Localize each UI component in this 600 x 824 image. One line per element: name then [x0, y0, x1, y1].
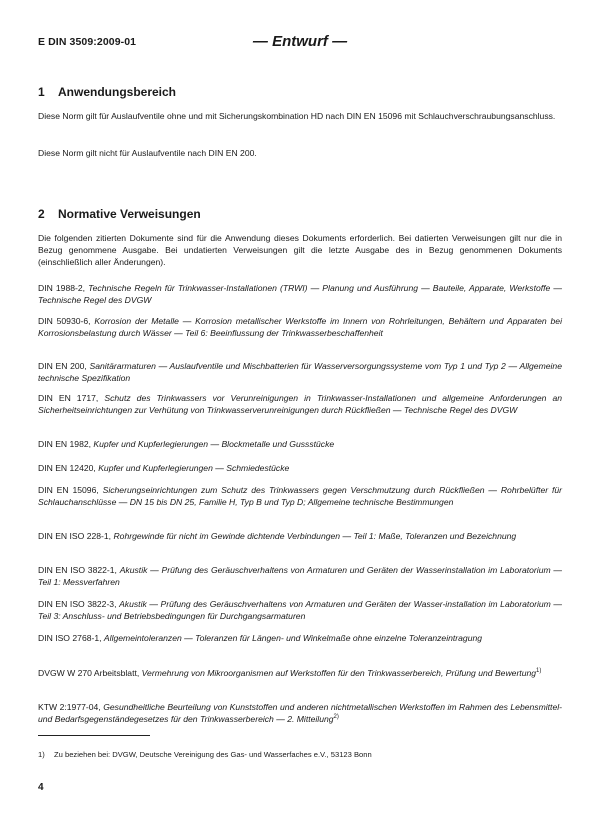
section-title: Normative Verweisungen [58, 207, 201, 221]
reference-title: Gesundheitliche Beurteilung von Kunststoffen und anderen nichtmetallischen Werkstoffen im Rahmen des Lebensmittel- und Bedarfsgegenständegesetzes für den Trinkwasserbereich — 2. Mitteilung [38, 702, 562, 725]
reference-entry [38, 667, 562, 679]
reference-title: Allgemeintoleranzen — Toleranzen für Längen- und Winkelmaße ohne einzelne Toleranzeintragung [103, 633, 483, 643]
reference-id: DIN ISO 2768-1, [38, 633, 104, 643]
reference-entry [38, 360, 562, 384]
reference-title: Sanitärarmaturen — Auslaufventile und Mischbatterien für Wasserversorgungssysteme vom Typ 1 und Typ 2 — Allgemeine technische Spezifikation [38, 361, 562, 384]
footnote [38, 750, 372, 760]
reference-id: DIN EN 15096, [38, 485, 103, 495]
reference-title: Vermehrung von Mikroorganismen auf Werkstoffen für den Trinkwasserbereich, Prüfung und Bewertung [141, 668, 537, 678]
reference-entry [38, 564, 562, 588]
reference-id: DIN EN 200, [38, 361, 90, 371]
reference-entry [38, 462, 562, 474]
reference-id: DIN 1988-2, [38, 283, 89, 293]
footnote-text: Zu beziehen bei: DVGW, Deutsche Vereinigung des Gas- und Wasserfaches e.V., 53123 Bonn [54, 750, 372, 759]
reference-title: Kupfer und Kupferlegierungen — Blockmetalle und Gussstücke [93, 439, 335, 449]
reference-entry [38, 484, 562, 508]
section-1-paragraph-2: Diese Norm gilt nicht für Auslaufventile nach DIN EN 200. [38, 148, 257, 158]
reference-id: KTW 2:1977-04, [38, 702, 104, 712]
reference-entry [38, 315, 562, 339]
section-number: 2 [38, 207, 45, 221]
section-2-intro: Die folgenden zitierten Dokumente sind für die Anwendung dieses Dokuments erforderlich. Bei datierten Verweisungen gilt nur die in Bezug genommene Ausgabe. Bei undatierten Verweisungen gilt die letzte Ausgabe des in Bezug genommenen Dokuments (einschließlich aller Änderungen). [38, 233, 562, 268]
document-code: E DIN 3509:2009-01 [38, 36, 137, 48]
reference-title: Korrosion der Metalle — Korrosion metallischer Werkstoffe im Innern von Rohrleitungen, Behältern und Apparaten bei Korrosionsbelastung durch Wässer — Teil 6: Beeinflussung der Trinkwasserbeschaffenheit [38, 316, 562, 339]
reference-title: Technische Regeln für Trinkwasser-Installationen (TRWI) — Planung und Ausführung — Bauteile, Apparate, Werkstoffe — Technische Regel des DVGW [38, 283, 562, 306]
reference-id: DIN EN 1982, [38, 439, 94, 449]
reference-id: DIN EN ISO 228-1, [38, 531, 114, 541]
section-number: 1 [38, 85, 45, 99]
reference-entry [38, 282, 562, 306]
reference-id: DIN 50930-6, [38, 316, 95, 326]
footnote-marker: 1) [536, 668, 542, 675]
reference-title: Akustik — Prüfung des Geräuschverhaltens von Armaturen und Geräten der Wasser-installation im Laboratorium — Teil 3: Anschluss- und Betriebsbedingungen für Durchgangsarmaturen [38, 599, 562, 622]
footnote-separator [38, 735, 150, 736]
reference-title: Schutz des Trinkwassers vor Verunreinigungen in Trinkwasser-Installationen und allgemeine Anforderungen an Sicherheitseinrichtungen zur Verhütung von Trinkwasserverunreinigungen durch Rückfließen — Technische Regel des DVGW [38, 393, 563, 416]
reference-title: Akustik — Prüfung des Geräuschverhaltens von Armaturen und Geräten der Wasserinstallation im Laboratorium — Teil 1: Messverfahren [38, 565, 562, 588]
section-1-paragraph-1: Diese Norm gilt für Auslaufventile ohne und mit Sicherungskombination HD nach DIN EN 15096 mit Schlauchverschraubungsanschluss. [38, 111, 556, 121]
section-1-heading [38, 85, 176, 99]
page-number: 4 [38, 782, 44, 793]
reference-title: Kupfer und Kupferlegierungen — Schmiedestücke [98, 463, 290, 473]
reference-entry [38, 598, 562, 622]
reference-id: DIN EN ISO 3822-3, [38, 599, 120, 609]
section-2-heading [38, 207, 201, 221]
reference-entry [38, 392, 562, 416]
footnote-marker: 2) [333, 714, 339, 721]
reference-title: Rohrgewinde für nicht im Gewinde dichtende Verbindungen — Teil 1: Maße, Toleranzen und Bezeichnung [113, 531, 517, 541]
reference-entry [38, 438, 562, 450]
reference-title: Sicherungseinrichtungen zum Schutz des Trinkwassers gegen Verschmutzung durch Rückfließen — Rohrbelüfter für Schlauchanschlüsse — DN 15 bis DN 25, Familie H, Typ B und Typ D; Allgemeine technische Bestimmungen [38, 485, 563, 508]
reference-entry [38, 530, 562, 542]
reference-id: DIN EN ISO 3822-1, [38, 565, 120, 575]
reference-id: DIN EN 1717, [38, 393, 105, 403]
reference-entry [38, 632, 562, 644]
draft-label: — Entwurf — [252, 33, 348, 50]
reference-id: DIN EN 12420, [38, 463, 99, 473]
reference-id: DVGW W 270 Arbeitsblatt, [38, 668, 142, 678]
footnote-number: 1) [38, 750, 45, 759]
section-title: Anwendungsbereich [58, 85, 177, 99]
reference-entry [38, 701, 562, 725]
